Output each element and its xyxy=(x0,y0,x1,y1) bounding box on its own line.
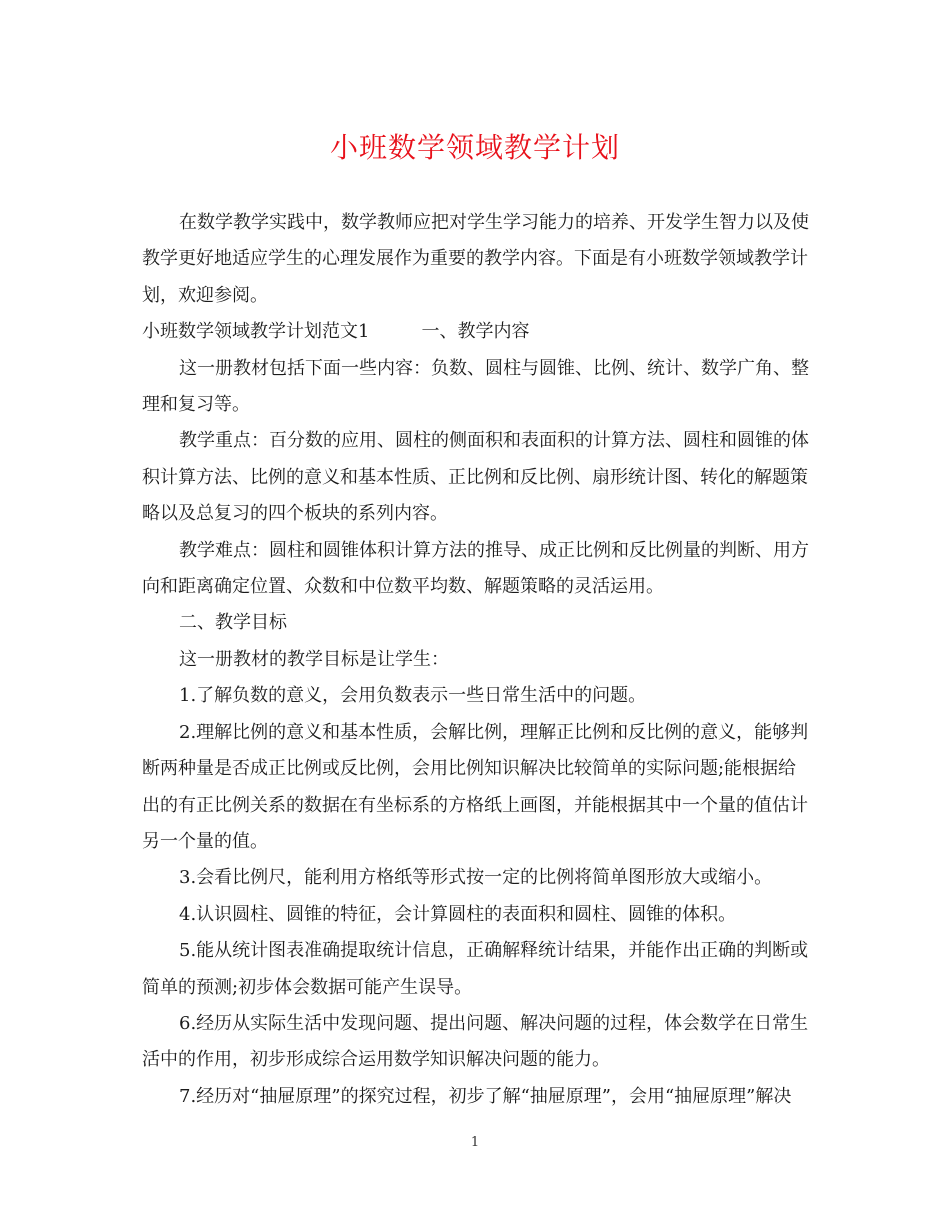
sample-heading: 小班数学领域教学计划范文1 xyxy=(142,321,370,343)
section2-heading: 二、教学目标 xyxy=(179,612,287,634)
goal-item: 2.理解比例的意义和基本性质，会解比例，理解正比例和反比例的意义，能够判断两种量是否成正比例或反比例，会用比例知识解决比较简单的实际问题;能根据给出的有正比例关系的数据在有坐标系的方格纸上画图，并能根据其中一个量的值估计另一个量的值。 xyxy=(142,721,809,852)
goal-item: 1.了解负数的意义，会用负数表示一些日常生活中的问题。 xyxy=(179,685,647,707)
goal-item: 5.能从统计图表准确提取统计信息，正确解释统计结果，并能作出正确的判断或简单的预测;初步体会数据可能产生误导。 xyxy=(142,940,809,998)
goal-item: 6.经历从实际生活中发现问题、提出问题、解决问题的过程，体会数学在日常生活中的作用，初步形成综合运用数学知识解决问题的能力。 xyxy=(142,1012,809,1071)
page-number: 1 xyxy=(470,1135,480,1150)
intro-paragraph: 在数学教学实践中，数学教师应把对学生学习能力的培养、开发学生智力以及使教学更好地适应学生的心理发展作为重要的教学内容。下面是有小班数学领域教学计划，欢迎参阅。 xyxy=(142,212,809,306)
goal-item: 3.会看比例尺，能利用方格纸等形式按一定的比例将简单图形放大或缩小。 xyxy=(179,867,773,889)
sample-heading-line xyxy=(142,314,810,350)
document-body xyxy=(142,205,810,1115)
goal-item: 7.经历对“抽屉原理”的探究过程，初步了解“抽屉原理”，会用“抽屉原理”解决 xyxy=(179,1085,792,1107)
difficulties-paragraph: 教学难点：圆柱和圆锥体积计算方法的推导、成正比例和反比例量的判断、用方向和距离确定位置、众数和中位数平均数、解题策略的灵活运用。 xyxy=(142,539,809,598)
page-title: 小班数学领域教学计划 xyxy=(329,131,620,164)
section1-heading: 一、教学内容 xyxy=(421,321,530,343)
key-points-paragraph: 教学重点：百分数的应用、圆柱的侧面积和表面积的计算方法、圆柱和圆锥的体积计算方法、比例的意义和基本性质、正比例和反比例、扇形统计图、转化的解题策略以及总复习的四个板块的系列内容。 xyxy=(142,430,809,525)
goal-item: 4.认识圆柱、圆锥的特征，会计算圆柱的表面积和圆柱、圆锥的体积。 xyxy=(179,903,737,925)
content-paragraph: 这一册教材包括下面一些内容：负数、圆柱与圆锥、比例、统计、数学广角、整理和复习等。 xyxy=(142,357,809,416)
goals-intro-paragraph: 这一册教材的教学目标是让学生： xyxy=(179,648,449,670)
